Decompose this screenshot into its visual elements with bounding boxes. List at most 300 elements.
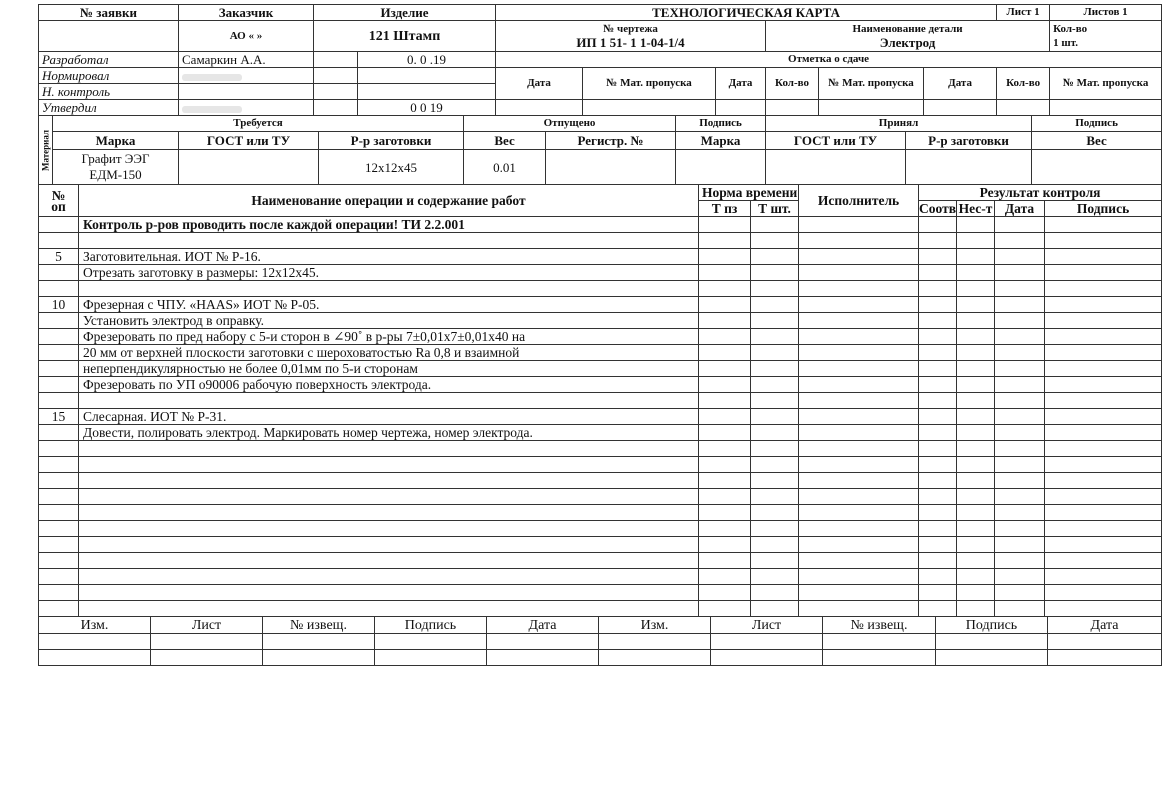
gost-value	[179, 150, 319, 185]
changes-row	[39, 634, 1162, 650]
nonconform-cell	[957, 489, 995, 505]
redacted-name	[182, 74, 242, 81]
conform-cell	[919, 473, 957, 489]
operations-table	[38, 184, 1162, 617]
executor-cell	[799, 601, 919, 617]
op-number	[39, 457, 79, 473]
released-header: Отпущено	[464, 116, 676, 132]
tsht-cell	[751, 425, 799, 441]
changes-header: Изм.	[39, 617, 151, 634]
date-header-1: Дата	[496, 68, 583, 100]
op-text: Фрезерная с ЧПУ. «HAAS» ИОТ № Р-05.	[79, 297, 699, 313]
tpz-cell	[699, 281, 751, 297]
normed-label: Нормировал	[39, 68, 179, 84]
op-text	[79, 233, 699, 249]
conform-cell	[919, 313, 957, 329]
tsht-cell	[751, 265, 799, 281]
nonconform-cell	[957, 505, 995, 521]
nonconform-cell	[957, 233, 995, 249]
request-no-header: № заявки	[39, 5, 179, 21]
op-number	[39, 473, 79, 489]
conform-cell	[919, 297, 957, 313]
executor-cell	[799, 505, 919, 521]
op-number	[39, 553, 79, 569]
op-text: неперпендикулярностью не более 0,01мм по 5-и сторонам	[79, 361, 699, 377]
op-text	[79, 585, 699, 601]
executor-cell	[799, 345, 919, 361]
op-text	[79, 441, 699, 457]
tpz-header: Т пз	[699, 201, 751, 217]
op-label: оп	[51, 198, 66, 214]
changes-header: Изм.	[599, 617, 711, 634]
reg-no-header: Регистр. №	[546, 132, 676, 150]
control-date-cell	[995, 377, 1045, 393]
operation-row	[39, 489, 1162, 505]
normed-sign	[314, 68, 358, 84]
op-number	[39, 217, 79, 233]
operation-row	[39, 521, 1162, 537]
conform-cell	[919, 281, 957, 297]
nonconform-cell	[957, 409, 995, 425]
nonconform-cell	[957, 601, 995, 617]
delivery-cell	[716, 100, 766, 116]
delivery-cell	[583, 100, 716, 116]
control-date-cell	[995, 281, 1045, 297]
op-text: Установить электрод в оправку.	[79, 313, 699, 329]
weight-value: 0.01	[464, 150, 546, 185]
tsht-cell	[751, 601, 799, 617]
control-result-header: Результат контроля	[919, 185, 1162, 201]
developed-date: 0. 0 .19	[358, 52, 496, 68]
tpz-cell	[699, 393, 751, 409]
operation-row	[39, 297, 1162, 313]
control-signature-cell	[1045, 345, 1162, 361]
tsht-cell	[751, 521, 799, 537]
operation-row	[39, 425, 1162, 441]
conform-cell	[919, 505, 957, 521]
operation-row	[39, 585, 1162, 601]
tsht-cell	[751, 441, 799, 457]
op-text: Отрезать заготовку в размеры: 12х12х45.	[79, 265, 699, 281]
part-name-label: Наименование детали	[852, 23, 963, 35]
changes-cell	[375, 650, 487, 666]
op-number	[39, 425, 79, 441]
operation-row	[39, 441, 1162, 457]
executor-cell	[799, 553, 919, 569]
conform-cell	[919, 585, 957, 601]
sheet-number: Лист 1	[997, 5, 1050, 21]
nonconform-cell	[957, 425, 995, 441]
op-text	[79, 569, 699, 585]
tsht-cell	[751, 249, 799, 265]
conform-cell	[919, 521, 957, 537]
op-number	[39, 265, 79, 281]
part-name-cell	[766, 21, 1050, 52]
operation-row	[39, 601, 1162, 617]
changes-cell	[151, 634, 263, 650]
tpz-cell	[699, 249, 751, 265]
changes-header: № извещ.	[263, 617, 375, 634]
control-signature-cell	[1045, 265, 1162, 281]
tsht-cell	[751, 393, 799, 409]
conform-cell	[919, 537, 957, 553]
document-title: ТЕХНОЛОГИЧЕСКАЯ КАРТА	[496, 5, 997, 21]
gost-header: ГОСТ или ТУ	[179, 132, 319, 150]
changes-cell	[151, 650, 263, 666]
nonconform-cell	[957, 585, 995, 601]
changes-header: Дата	[1048, 617, 1162, 634]
tpz-cell	[699, 569, 751, 585]
operation-row	[39, 553, 1162, 569]
op-text	[79, 537, 699, 553]
op-text: Фрезеровать по УП о90006 рабочую поверхность электрода.	[79, 377, 699, 393]
delivery-cell	[496, 100, 583, 116]
changes-cell	[599, 650, 711, 666]
control-label: Н. контроль	[39, 84, 179, 100]
control-signature-cell	[1045, 329, 1162, 345]
control-signature-cell	[1045, 233, 1162, 249]
executor-cell	[799, 537, 919, 553]
tpz-cell	[699, 425, 751, 441]
developed-label: Разработал	[39, 52, 179, 68]
nonconform-cell	[957, 265, 995, 281]
executor-cell	[799, 281, 919, 297]
tpz-cell	[699, 601, 751, 617]
op-number	[39, 521, 79, 537]
executor-cell	[799, 425, 919, 441]
changes-cell	[39, 650, 151, 666]
control-date-cell	[995, 473, 1045, 489]
executor-cell	[799, 377, 919, 393]
tsht-cell	[751, 217, 799, 233]
conform-cell	[919, 553, 957, 569]
control-signature-cell	[1045, 313, 1162, 329]
tsht-cell	[751, 281, 799, 297]
conform-cell	[919, 441, 957, 457]
control-date-cell	[995, 489, 1045, 505]
tsht-cell	[751, 409, 799, 425]
qty-header-2: Кол-во	[766, 68, 819, 100]
executor-cell	[799, 393, 919, 409]
executor-cell	[799, 233, 919, 249]
op-number: 10	[39, 297, 79, 313]
changes-cell	[263, 650, 375, 666]
nonconform-cell	[957, 329, 995, 345]
control-signature-cell	[1045, 249, 1162, 265]
blank-size-header-2: Р-р заготовки	[906, 132, 1032, 150]
header-table	[38, 4, 1162, 116]
op-text	[79, 505, 699, 521]
control-date-cell	[995, 537, 1045, 553]
delivery-mark-label: Отметка о сдаче	[496, 52, 1162, 68]
changes-header-row	[39, 617, 1162, 634]
grade-header-2: Марка	[676, 132, 766, 150]
conform-cell	[919, 377, 957, 393]
nonconform-cell	[957, 553, 995, 569]
nonconform-cell	[957, 345, 995, 361]
grade-value-2	[676, 150, 766, 185]
op-number	[39, 489, 79, 505]
nonconform-cell	[957, 377, 995, 393]
signature-header-2: Подпись	[1032, 116, 1162, 132]
tsht-cell	[751, 345, 799, 361]
material-side-label: Материал	[39, 116, 53, 185]
operation-row	[39, 393, 1162, 409]
operation-row	[39, 361, 1162, 377]
changes-header: № извещ.	[823, 617, 936, 634]
tech-card-sheet	[38, 4, 1161, 666]
changes-header: Лист	[711, 617, 823, 634]
changes-cell	[711, 634, 823, 650]
operation-row	[39, 569, 1162, 585]
conform-cell	[919, 457, 957, 473]
tsht-cell	[751, 553, 799, 569]
op-number	[39, 505, 79, 521]
developed-sign	[314, 52, 358, 68]
nonconform-cell	[957, 249, 995, 265]
delivery-cell	[1050, 100, 1162, 116]
approved-sign	[314, 100, 358, 116]
control-signature-cell	[1045, 601, 1162, 617]
tpz-cell	[699, 505, 751, 521]
nonconform-cell	[957, 313, 995, 329]
tpz-cell	[699, 489, 751, 505]
time-norm-header: Норма времени	[699, 185, 799, 201]
conform-cell	[919, 329, 957, 345]
control-date-cell	[995, 441, 1045, 457]
control-date-cell	[995, 265, 1045, 281]
changes-cell	[1048, 650, 1162, 666]
op-number	[39, 393, 79, 409]
control-date-cell	[995, 601, 1045, 617]
op-text	[79, 281, 699, 297]
approved-label: Утвердил	[39, 100, 179, 116]
mat-pass-header-3: № Мат. пропуска	[1050, 68, 1162, 100]
op-number	[39, 441, 79, 457]
control-date-cell	[995, 457, 1045, 473]
changes-header: Подпись	[936, 617, 1048, 634]
control-signature-cell	[1045, 281, 1162, 297]
nonconform-cell	[957, 217, 995, 233]
changes-cell	[936, 634, 1048, 650]
nonconform-cell	[957, 281, 995, 297]
normed-name	[179, 68, 314, 84]
weight-header-2: Вес	[1032, 132, 1162, 150]
tpz-cell	[699, 345, 751, 361]
tsht-cell	[751, 585, 799, 601]
mat-pass-header-2: № Мат. пропуска	[819, 68, 924, 100]
control-date-cell	[995, 393, 1045, 409]
control-signature-cell	[1045, 297, 1162, 313]
operation-row	[39, 537, 1162, 553]
gost-value-2	[766, 150, 906, 185]
changes-cell	[599, 634, 711, 650]
tsht-cell	[751, 361, 799, 377]
control-date-cell	[995, 361, 1045, 377]
op-text: Фрезеровать по пред набору с 5-и сторон в ∠90˚ в р-ры 7±0,01х7±0,01х40 на	[79, 329, 699, 345]
developed-name: Самаркин А.А.	[179, 52, 314, 68]
date-header-3: Дата	[924, 68, 997, 100]
tsht-cell	[751, 377, 799, 393]
conform-cell	[919, 361, 957, 377]
op-number	[39, 329, 79, 345]
tpz-cell	[699, 297, 751, 313]
executor-cell	[799, 297, 919, 313]
op-number	[39, 281, 79, 297]
qty-cell	[1050, 21, 1162, 52]
changes-header: Лист	[151, 617, 263, 634]
operation-row	[39, 473, 1162, 489]
executor-cell	[799, 457, 919, 473]
nonconform-cell	[957, 521, 995, 537]
changes-cell	[936, 650, 1048, 666]
qty-header-3: Кол-во	[997, 68, 1050, 100]
control-date-cell	[995, 217, 1045, 233]
tpz-cell	[699, 361, 751, 377]
control-date-cell	[995, 585, 1045, 601]
nonconform-cell	[957, 361, 995, 377]
conform-cell	[919, 601, 957, 617]
nonconform-header: Нес-т	[957, 201, 995, 217]
op-text: Слесарная. ИОТ № Р-31.	[79, 409, 699, 425]
sheets-total: Листов 1	[1050, 5, 1162, 21]
control-signature-cell	[1045, 537, 1162, 553]
grade-header: Марка	[53, 132, 179, 150]
op-number	[39, 585, 79, 601]
nonconform-cell	[957, 457, 995, 473]
changes-cell	[711, 650, 823, 666]
conform-cell	[919, 217, 957, 233]
date-header-2: Дата	[716, 68, 766, 100]
tpz-cell	[699, 265, 751, 281]
control-date-cell	[995, 569, 1045, 585]
op-text	[79, 489, 699, 505]
control-signature-cell	[1045, 441, 1162, 457]
changes-cell	[375, 634, 487, 650]
executor-cell	[799, 409, 919, 425]
product-value: 121 Штамп	[314, 21, 496, 52]
control-date-cell	[995, 521, 1045, 537]
delivery-cell	[924, 100, 997, 116]
changes-cell	[823, 650, 936, 666]
op-number	[39, 313, 79, 329]
control-signature-cell	[1045, 377, 1162, 393]
conform-cell	[919, 409, 957, 425]
conform-cell	[919, 489, 957, 505]
tsht-cell	[751, 505, 799, 521]
tpz-cell	[699, 377, 751, 393]
op-text: 20 мм от верхней плоскости заготовки с шероховатостью Ra 0,8 и взаимной	[79, 345, 699, 361]
control-signature-header: Подпись	[1045, 201, 1162, 217]
op-text: Заготовительная. ИОТ № Р-16.	[79, 249, 699, 265]
signature-header: Подпись	[676, 116, 766, 132]
executor-cell	[799, 361, 919, 377]
qty-value: 1 шт.	[1053, 37, 1078, 49]
redacted-name	[182, 106, 242, 113]
control-signature-cell	[1045, 361, 1162, 377]
nonconform-cell	[957, 393, 995, 409]
control-signature-cell	[1045, 393, 1162, 409]
changes-cell	[39, 634, 151, 650]
control-signature-cell	[1045, 473, 1162, 489]
op-no-header	[39, 185, 79, 217]
executor-cell	[799, 473, 919, 489]
tpz-cell	[699, 441, 751, 457]
operation-row	[39, 409, 1162, 425]
executor-cell	[799, 441, 919, 457]
op-number	[39, 233, 79, 249]
customer-value: АО « »	[179, 21, 314, 52]
changes-header: Дата	[487, 617, 599, 634]
op-number	[39, 345, 79, 361]
tpz-cell	[699, 313, 751, 329]
operation-row	[39, 377, 1162, 393]
mat-pass-header-1: № Мат. пропуска	[583, 68, 716, 100]
request-no-value	[39, 21, 179, 52]
control-date-cell	[995, 409, 1045, 425]
op-number: 15	[39, 409, 79, 425]
executor-cell	[799, 585, 919, 601]
drawing-no-value: ИП 1 51- 1 1-04-1/4	[576, 35, 685, 50]
tsht-cell	[751, 329, 799, 345]
op-no-label: №	[51, 187, 66, 203]
conform-cell	[919, 569, 957, 585]
grade-value-line-2: ЕДМ-150	[89, 167, 142, 182]
nonconform-cell	[957, 441, 995, 457]
control-date-cell	[995, 425, 1045, 441]
conform-cell	[919, 265, 957, 281]
tsht-cell	[751, 313, 799, 329]
operation-row	[39, 457, 1162, 473]
conform-cell	[919, 345, 957, 361]
blank-size-value-2	[906, 150, 1032, 185]
op-number	[39, 569, 79, 585]
tsht-cell	[751, 537, 799, 553]
op-text	[79, 393, 699, 409]
product-header: Изделие	[314, 5, 496, 21]
control-date-header: Дата	[995, 201, 1045, 217]
grade-value	[53, 150, 179, 185]
reg-no-value	[546, 150, 676, 185]
changes-header: Подпись	[375, 617, 487, 634]
executor-cell	[799, 313, 919, 329]
control-signature-cell	[1045, 489, 1162, 505]
tpz-cell	[699, 409, 751, 425]
executor-cell	[799, 217, 919, 233]
operation-row	[39, 249, 1162, 265]
changes-body	[39, 617, 1162, 666]
control-signature-cell	[1045, 457, 1162, 473]
nonconform-cell	[957, 569, 995, 585]
executor-cell	[799, 569, 919, 585]
control-signature-cell	[1045, 425, 1162, 441]
material-table	[38, 115, 1162, 185]
control-sign	[314, 84, 358, 100]
executor-cell	[799, 249, 919, 265]
control-signature-cell	[1045, 409, 1162, 425]
changes-cell	[263, 634, 375, 650]
operation-row	[39, 345, 1162, 361]
control-signature-cell	[1045, 217, 1162, 233]
normed-date	[358, 68, 496, 84]
grade-value-line-1: Графит ЭЭГ	[81, 151, 150, 166]
tpz-cell	[699, 329, 751, 345]
changes-row	[39, 650, 1162, 666]
op-text: Контроль р-ров проводить после каждой операции! ТИ 2.2.001	[79, 217, 699, 233]
conform-cell	[919, 249, 957, 265]
tpz-cell	[699, 553, 751, 569]
executor-cell	[799, 329, 919, 345]
